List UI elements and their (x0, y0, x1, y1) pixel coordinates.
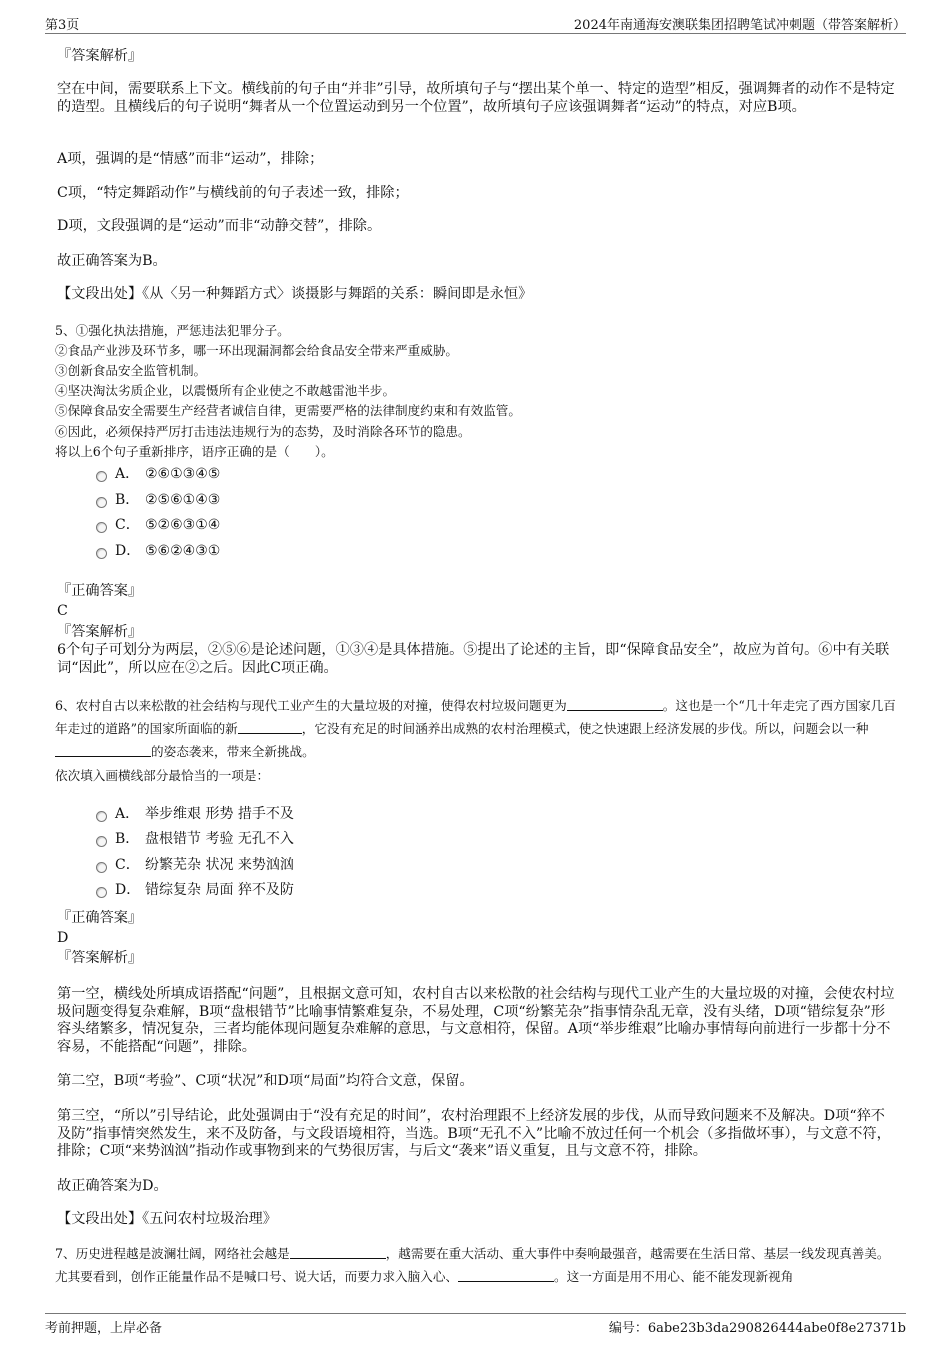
q6-option-a[interactable]: A． 举步维艰 形势 措手不及 (96, 806, 294, 822)
q4-conclusion: 故正确答案为B。 (57, 253, 167, 269)
q5-option-d[interactable]: D． ⑤⑥②④③① (96, 543, 220, 559)
code-label: 编号： (608, 1321, 648, 1336)
q6-prompt: 依次填入画横线部分最恰当的一项是： (55, 768, 270, 783)
q6-answer: D (57, 930, 69, 946)
q6-blank-1 (567, 698, 663, 711)
q4-analysis-option-c: C项，“特定舞蹈动作”与横线前的句子表述一致，排除； (57, 185, 409, 201)
q6-analysis-first-blank: 第一空，横线处所填成语搭配“问题”，且根据文意可知，农村自古以来松散的社会结构与现代工业产生的大量垃圾的对撞，会使农村垃圾问题变得复杂难解，B项“盘根错节”比喻事情繁难复杂，不易处理，C项“纷繁芜杂”指事情杂乱无章，没有头绪，D项“错综复杂”形容头绪繁多，情况复杂，三者均能体现问题复杂难解的意思，与文意相符，保留。A项“举步维艰”比喻办事情每向前进行一步都十分不容易，不能搭配“问题”，排除。 (57, 986, 895, 1055)
q5-option-b[interactable]: B． ②⑤⑥①④③ (96, 492, 220, 508)
footer-slogan: 考前押题，上岸必备 (45, 1321, 163, 1336)
q5-prompt: 将以上6个句子重新排序，语序正确的是（ ）。 (55, 444, 334, 459)
q6-source: 【文段出处】《五问农村垃圾治理》 (57, 1211, 277, 1227)
q5-answer-heading: 『正确答案』 (57, 583, 143, 599)
document-title: 2024年南通海安澳联集团招聘笔试冲刺题（带答案解析） (573, 18, 906, 33)
q4-analysis-option-d: D项，文段强调的是“运动”而非“动静交替”，排除。 (57, 218, 382, 234)
code-value: 6abe23b3da290826444abe0f8e27371b (647, 1321, 906, 1336)
q5-option-a[interactable]: A． ②⑥①③④⑤ (96, 466, 220, 482)
q7-stem: 7、历史进程越是波澜壮阔，网络社会越是 ，越需要在重大活动、重大事件中奏响最强音，越需要在生活日常、基层一线发现真善美。尤其要看到，创作正能量作品不是喊口号、说大话，而要力求入脑入心、 。这一方面是用不用心、能不能发现新视角 (55, 1246, 890, 1284)
radio-button-icon[interactable] (96, 811, 107, 822)
q7-blank-1 (290, 1246, 386, 1259)
header-divider (45, 33, 906, 34)
q6-conclusion: 故正确答案为D。 (57, 1178, 168, 1194)
page-number: 第3页 (45, 18, 80, 33)
q5-analysis: 6个句子可划分为两层，②⑤⑥是论述问题，①③④是具体措施。⑤提出了论述的主旨，即“保障食品安全”，故应为首句。⑥中有关联词“因此”，所以应在②之后。因此C项正确。 (57, 642, 890, 676)
q4-analysis-heading: 『答案解析』 (57, 48, 143, 64)
q6-analysis-heading: 『答案解析』 (57, 950, 143, 966)
q6-analysis-third-blank: 第三空，“所以”引导结论，此处强调由于“没有充足的时间”，农村治理跟不上经济发展的步伐，从而导致问题来不及解决。D项“猝不及防”指事情突然发生，来不及防备，与文段语境相符，当选。B项“无孔不入”比喻不放过任何一个机会（多指做坏事），与文意不符，排除；C项“来势汹汹”指动作或事物到来的气势很厉害，与后文“袭来”语义重复，且与文意不符，排除。 (57, 1108, 891, 1159)
radio-button-icon[interactable] (96, 836, 107, 847)
radio-button-icon[interactable] (96, 887, 107, 898)
q6-option-c[interactable]: C． 纷繁芜杂 状况 来势汹汹 (96, 857, 294, 873)
radio-button-icon[interactable] (96, 548, 107, 559)
q4-analysis-option-a: A项，强调的是“情感”而非“运动”，排除； (57, 151, 324, 167)
q6-answer-heading: 『正确答案』 (57, 910, 143, 926)
q6-analysis-second-blank: 第二空，B项“考验”、C项“状况”和D项“局面”均符合文意，保留。 (57, 1073, 474, 1089)
radio-button-icon[interactable] (96, 862, 107, 873)
q5-sentence-6: ⑥因此，必须保持严厉打击违法违规行为的态势，及时消除各环节的隐患。 (55, 424, 471, 439)
q6-blank-2 (238, 721, 302, 734)
q6-blank-3 (55, 744, 151, 757)
radio-button-icon[interactable] (96, 471, 107, 482)
radio-button-icon[interactable] (96, 522, 107, 533)
q6-stem: 6、农村自古以来松散的社会结构与现代工业产生的大量垃圾的对撞，使得农村垃圾问题更为 。这也是一个“几十年走完了西方国家几百年走过的道路”的国家所面临的新 ，它没有充足的时间涵养出成熟的农村治理模式，使之快速跟上经济发展的步伐。所以，问题会以一种的姿态袭来，带来全新挑战。 (55, 698, 896, 759)
q5-sentence-2: ②食品产业涉及环节多，哪一环出现漏洞都会给食品安全带来严重威胁。 (55, 343, 458, 358)
q6-option-b[interactable]: B． 盘根错节 考验 无孔不入 (96, 831, 294, 847)
page-header (0, 0, 950, 34)
q4-source: 【文段出处】《从〈另一种舞蹈方式〉谈摄影与舞蹈的关系：瞬间即是永恒》 (57, 286, 533, 302)
q6-option-d[interactable]: D． 错综复杂 局面 猝不及防 (96, 882, 294, 898)
q5-sentence-3: ③创新食品安全监管机制。 (55, 363, 207, 378)
q5-sentence-4: ④坚决淘汰劣质企业，以震慑所有企业使之不敢越雷池半步。 (55, 383, 396, 398)
q5-analysis-heading: 『答案解析』 (57, 624, 143, 640)
q7-blank-2 (458, 1269, 554, 1282)
q5-sentence-1: 5、①强化执法措施，严惩违法犯罪分子。 (55, 323, 290, 338)
q5-option-c[interactable]: C． ⑤②⑥③①④ (96, 517, 220, 533)
radio-button-icon[interactable] (96, 497, 107, 508)
document-code (609, 1317, 906, 1336)
q5-sentence-5: ⑤保障食品安全需要生产经营者诚信自律，更需要严格的法律制度约束和有效监管。 (55, 403, 521, 418)
q5-answer: C (57, 603, 68, 619)
q4-analysis-paragraph: 空在中间，需要联系上下文。横线前的句子由“并非”引导，故所填句子与“摆出某个单一、特定的造型”相反，强调舞者的动作不是特定的造型。且横线后的句子说明“舞者从一个位置运动到另一个位置”，故所填句子应该强调舞者“运动”的特点，对应B项。 (57, 81, 895, 115)
footer-divider (45, 1313, 906, 1314)
